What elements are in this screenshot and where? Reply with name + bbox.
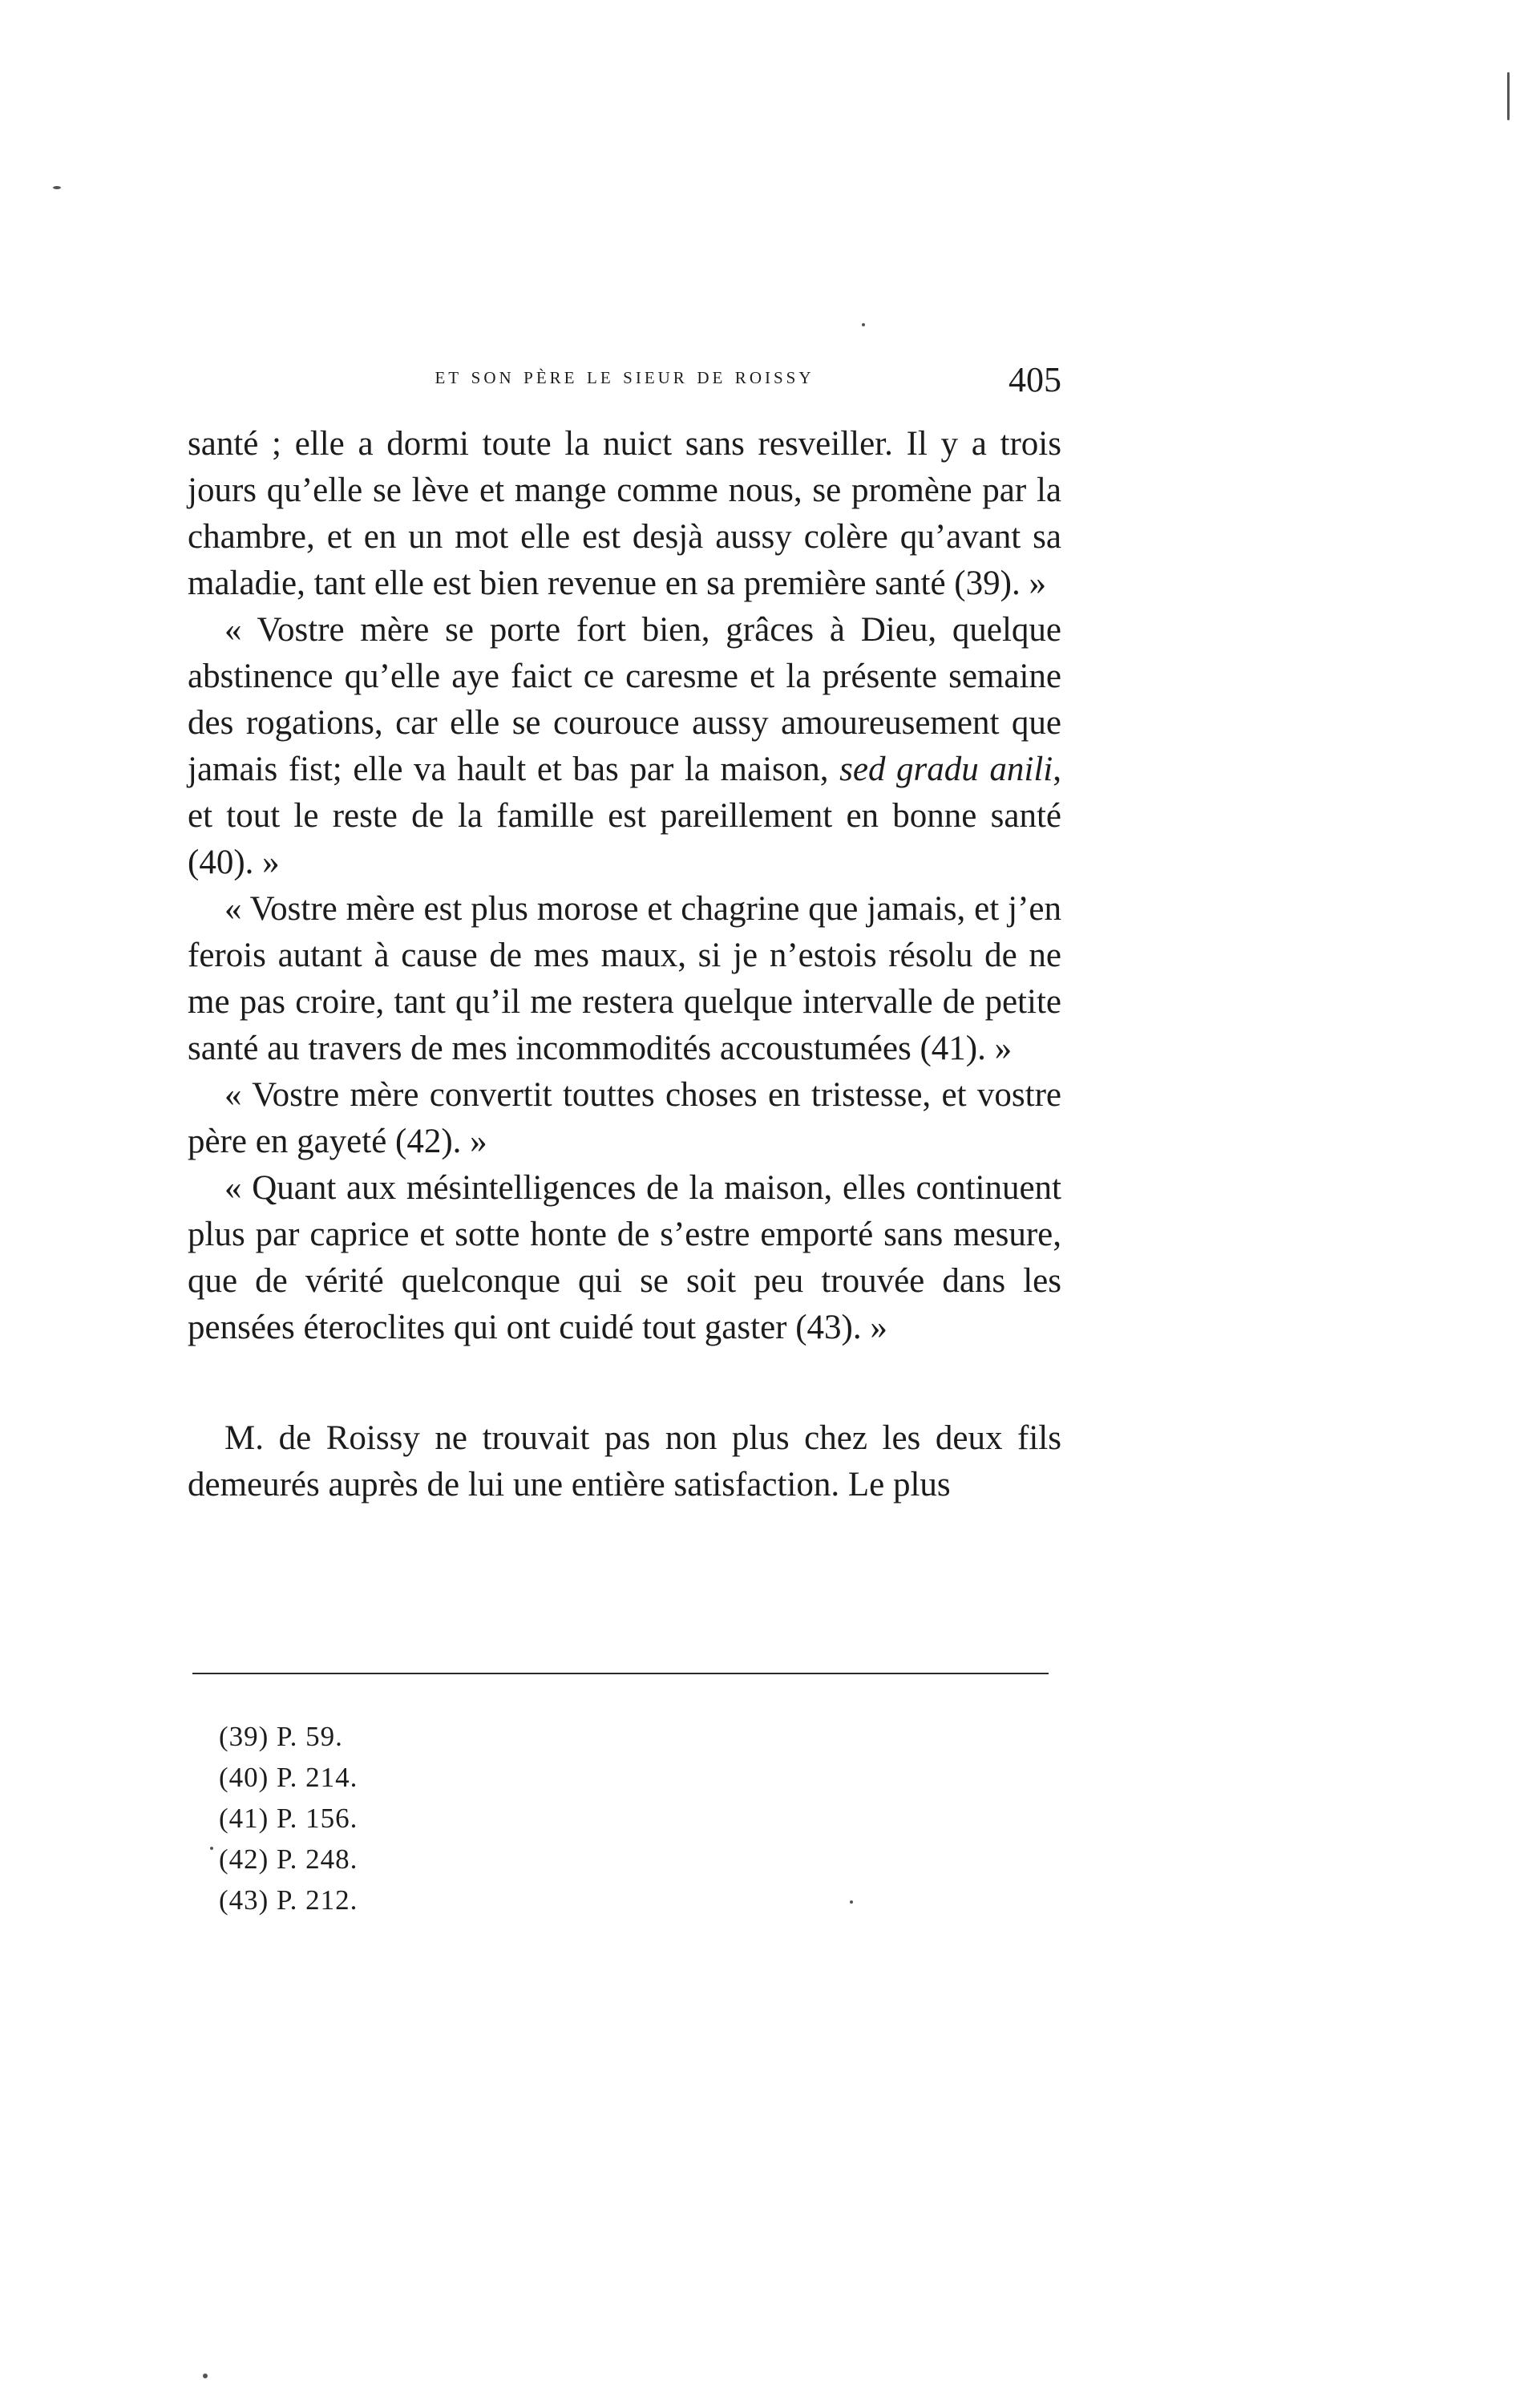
- page-number: 405: [1009, 360, 1061, 399]
- body-text: [188, 421, 1061, 1508]
- running-head: [188, 359, 1061, 407]
- paragraph: [188, 1165, 1061, 1351]
- running-title: et son père le sieur de roissy: [435, 362, 815, 389]
- italic-text: sed gradu anili: [839, 751, 1053, 788]
- paragraph: [188, 1072, 1061, 1165]
- scan-speck: [862, 323, 865, 326]
- footnote: (41) P. 156.: [219, 1803, 358, 1834]
- text-run: « Vostre mère est plus morose et chagrine que jamais, et j’en ferois autant à cause de mes maux, si je n’estois résolu de ne me pas croire, tant qu’il me restera quelque intervalle de petite santé au travers de mes incommodités accoustumées (41). »: [188, 890, 1061, 1067]
- text-run: M. de Roissy ne trouvait pas non plus chez les deux fils demeurés auprès de lui une entière satisfaction. Le plus: [188, 1419, 1061, 1503]
- paragraph: [188, 421, 1061, 607]
- scan-speck: [1507, 72, 1510, 120]
- text-run: « Vostre mère se porte fort bien, grâces à Dieu, quelque abstinence qu’elle aye faict ce caresme et la présente semaine des rogations, car elle se courouce aussy amoureusement que jamais fist; elle va hault et bas par la maison,: [188, 611, 1061, 788]
- scan-speck: [850, 1900, 853, 1904]
- footnotes: [219, 1716, 700, 1920]
- text-run: santé ; elle a dormi toute la nuict sans resveiller. Il y a trois jours qu’elle se lève et mange comme nous, se promène par la chambre, et en un mot elle est desjà aussy colère qu’avant sa maladie, tant elle est bien revenue en sa première santé (39). »: [188, 425, 1061, 602]
- scan-speck: [203, 2374, 208, 2378]
- text-run: « Quant aux mésintelligences de la maison, elles continuent plus par caprice et sotte honte de s’estre emporté sans mesure, que de vérité quelconque qui se soit peu trouvée dans les pensées éteroclites qui ont cuidé tout gaster (43). »: [188, 1169, 1061, 1346]
- text-run: , et tout le reste de la famille est pareillement en bonne santé (40). »: [188, 751, 1061, 881]
- footnote: (42) P. 248.: [219, 1843, 358, 1875]
- paragraph: [188, 607, 1061, 886]
- paragraph: [188, 1415, 1061, 1508]
- scan-speck: [53, 186, 61, 189]
- footnote: (39) P. 59.: [219, 1721, 343, 1752]
- scan-speck: [210, 1847, 213, 1850]
- footnote: (40) P. 214.: [219, 1762, 358, 1793]
- footnote-rule: [192, 1673, 1049, 1674]
- text-run: « Vostre mère convertit touttes choses en tristesse, et vostre père en gayeté (42). »: [188, 1076, 1061, 1160]
- paragraph: [188, 886, 1061, 1072]
- footnote: (43) P. 212.: [219, 1884, 358, 1916]
